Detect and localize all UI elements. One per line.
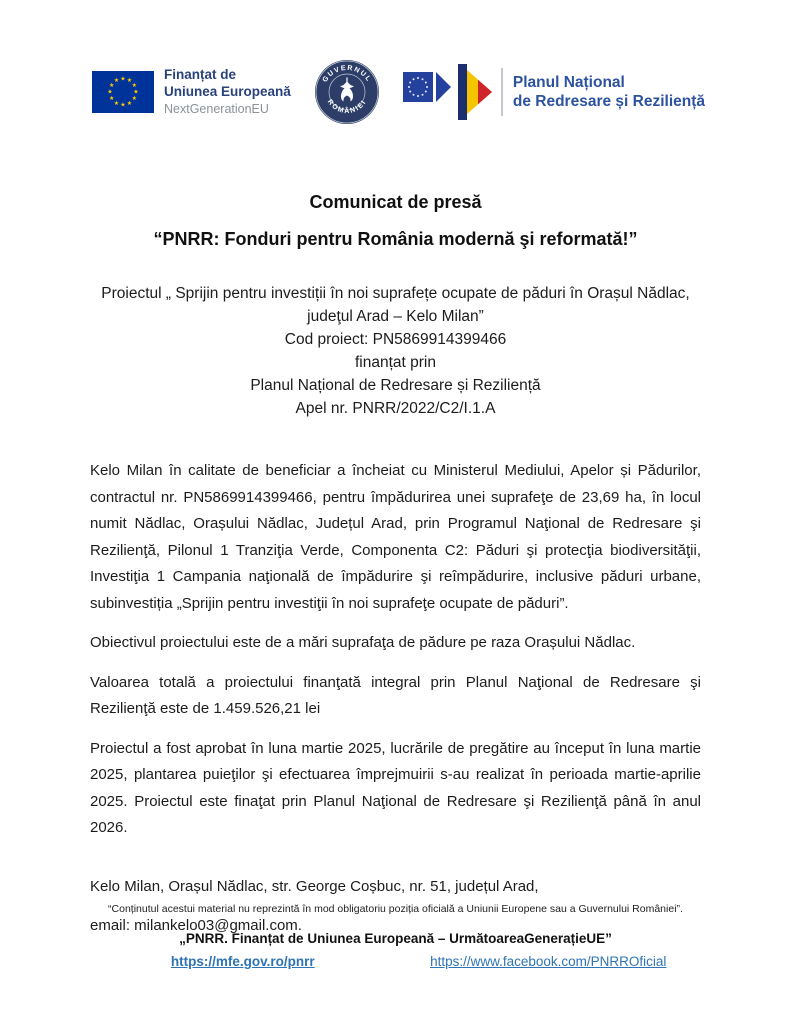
paragraph-timeline: Proiectul a fost aprobat în luna martie 2025, lucrările de pregătire au început în luna martie 2025, plantarea puieţilor şi efectuarea împrejmuirii s-au realizat în perioada martie-aprilie 2025. Proiectul este finaţat prin Planul Naţional de Redresare şi Rezilienţă până în anul 2026.	[90, 739, 701, 836]
footer-link-right-container	[396, 953, 702, 971]
paragraph-value: Valoarea totală a proiectului finanţată integral prin Planul Naţional de Redresare şi Rezilienţă este de 1.459.526,21 lei	[90, 673, 701, 717]
project-name: Proiectul „ Sprijin pentru investiții în noi suprafețe ocupate de păduri în Orașul Nădlac, judeţul Arad – Kelo Milan”	[101, 285, 690, 325]
gov-seal-text-top: GUVERNUL	[321, 64, 373, 84]
svg-text:★: ★	[120, 75, 126, 83]
footer-links	[0, 953, 791, 971]
footer-disclaimer: “Conținutul acestui material nu reprezintă în mod obligatoriu poziția oficială a Uniunii Europene sau a Guvernului României”.	[108, 903, 683, 915]
eu-flag-icon	[92, 71, 154, 113]
svg-text:★: ★	[126, 99, 133, 107]
project-code: Cod proiect: PN5869914399466	[284, 331, 507, 348]
paragraph-objective: Obiectivul proiectului este de a mări suprafaţa de pădure pe raza Orașului Nădlac.	[90, 634, 636, 651]
svg-text:★: ★	[126, 77, 133, 85]
project-details	[88, 282, 703, 420]
svg-text:★: ★	[133, 88, 139, 96]
project-plan: Planul Național de Redresare și Reziliență	[250, 377, 541, 394]
svg-text:★: ★	[113, 99, 120, 107]
footer	[0, 903, 791, 971]
svg-text:★: ★	[120, 101, 126, 109]
pnrr-logo-line2: de Redresare și Reziliență	[512, 93, 705, 110]
pnrr-logo-line1: Planul Național	[512, 74, 625, 91]
project-call: Apel nr. PNRR/2022/C2/I.1.A	[295, 400, 496, 417]
gov-seal-text-bottom: ROMÂNIEI	[325, 98, 368, 116]
svg-text:★: ★	[113, 77, 120, 85]
contact-email: email: milankelo03@gmail.com.	[90, 916, 302, 934]
page-subtitle: “PNRR: Fonduri pentru România modernă şi reformată!”	[153, 229, 638, 249]
eu-funding-line2: Uniunea Europeană	[164, 84, 291, 99]
header-logos	[0, 0, 791, 126]
pnrr-logo-divider	[501, 68, 503, 116]
svg-text:★: ★	[107, 88, 113, 96]
svg-text:★: ★	[131, 82, 137, 89]
footer-motto: „PNRR. Finanțat de Uniunea Europeană – UrmătoareaGenerațieUE”	[179, 931, 612, 946]
svg-text:★: ★	[109, 82, 115, 89]
project-financed-by: finanțat prin	[355, 354, 436, 371]
gov-romania-seal-icon	[314, 59, 380, 125]
page-title: Comunicat de presă	[309, 192, 482, 212]
body-text	[90, 458, 701, 842]
gov-romania-logo	[314, 59, 380, 125]
contact-address: Kelo Milan, Orașul Nădlac, str. George Coșbuc, nr. 51, județul Arad,	[90, 877, 539, 895]
footer-link-left-container	[90, 953, 396, 971]
eu-funding-logo	[92, 66, 291, 118]
mfe-pnrr-link[interactable]: https://mfe.gov.ro/pnrr	[170, 954, 315, 969]
svg-text:★: ★	[131, 95, 137, 102]
facebook-pnrr-link[interactable]: https://www.facebook.com/PNRROficial	[430, 954, 667, 969]
pnrr-logo-icon	[403, 60, 493, 124]
eu-funding-line1: Finanțat de	[164, 67, 237, 82]
pnrr-logo	[403, 60, 705, 124]
paragraph-contract: Kelo Milan în calitate de beneficiar a încheiat cu Ministerul Mediului, Apelor și Pădurilor, contractul nr. PN5869914399466, pentru împădurirea unei suprafeţe de 23,69 ha, în locul numit Nădlac, Orașului Nădlac, Județul Arad, prin Programul Naţional de Redresare şi Rezilienţă, Pilonul 1 Tranziţia Verde, Componenta C2: Păduri şi protecţia biodiversităţii, Investiţia 1 Campania naţională de împădurire şi reîmpădurire, inclusive păduri urbane, subinvestiția „Sprijin pentru investiţii în noi suprafeţe ocupate de păduri”.	[90, 462, 701, 612]
svg-text:★: ★	[109, 95, 115, 102]
eu-funding-line3: NextGenerationEU	[164, 102, 269, 116]
